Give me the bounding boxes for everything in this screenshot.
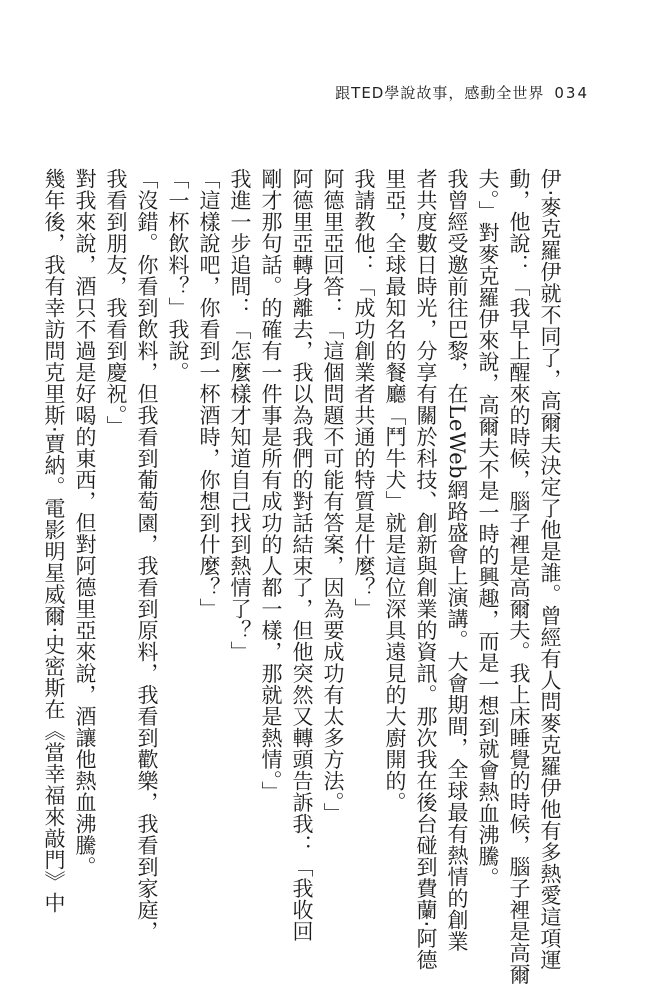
running-header [335,82,589,103]
text-line: 伊‧麥克羅伊就不同了，高爾夫決定了他是誰。曾經有人問麥克羅伊他有多熱愛這項運 [538,168,562,971]
text-line: 「這樣說吧，你看到一杯酒時，你想到什麼？」 [197,168,221,620]
text-line: 阿德里亞回答：「這個問題不可能有答案，因為要成功有太多方法。」 [321,168,345,824]
text-line: 我曾經受邀前往巴黎，在LeWeb網路盛會上演講。大會期間，全球最有熱情的創業 [445,168,469,953]
text-line: 「一杯飲料？」我說。 [166,168,190,383]
text-line: 我請教他：「成功創業者共通的特質是什麼？」 [352,168,376,620]
text-line: 對我來說，酒只不過是好喝的東西，但對阿德里亞來說，酒讓他熱血沸騰。 [73,168,97,878]
text-line: 我進一步追問：「怎麼樣才知道自己找到熱情了？」 [228,168,252,663]
text-line: 「沒錯。你看到飲料，但我看到葡萄園，我看到原料，我看到歡樂，我看到家庭， [135,168,159,942]
text-line: 幾年後，我有幸訪問克里斯‧賈納。電影明星威爾‧史密斯在《當幸福來敲門》中 [42,168,66,914]
text-line: 我看到朋友，我看到慶祝。」 [104,168,128,437]
text-line: 者共度數日時光，分享有關於科技、創新與創業的資訊。那次我在後台碰到費蘭‧阿德 [414,168,438,971]
text-line: 剛才那句話。的確有一件事是所有成功的人都一樣，那就是熱情。」 [259,168,283,803]
text-line: 里亞，全球最知名的餐廳「鬥牛犬」就是這位深具遠見的大廚開的。 [383,168,407,813]
book-title: 跟TED學說故事，感動全世界 [335,84,545,102]
page-number: 034 [554,84,589,102]
text-line: 動，他說：「我早上醒來的時候，腦子裡是高爾夫。我上床睡覺的時候，腦子裡是高爾 [507,168,531,985]
text-line: 阿德里亞轉身離去，我以為我們的對話結束了，但他突然又轉頭告訴我：「我收回 [290,168,314,942]
text-line: 夫。」對麥克羅伊來說，高爾夫不是一時的興趣，而是一想到就會熱血沸騰。 [476,168,500,889]
vertical-body-text [42,168,565,985]
